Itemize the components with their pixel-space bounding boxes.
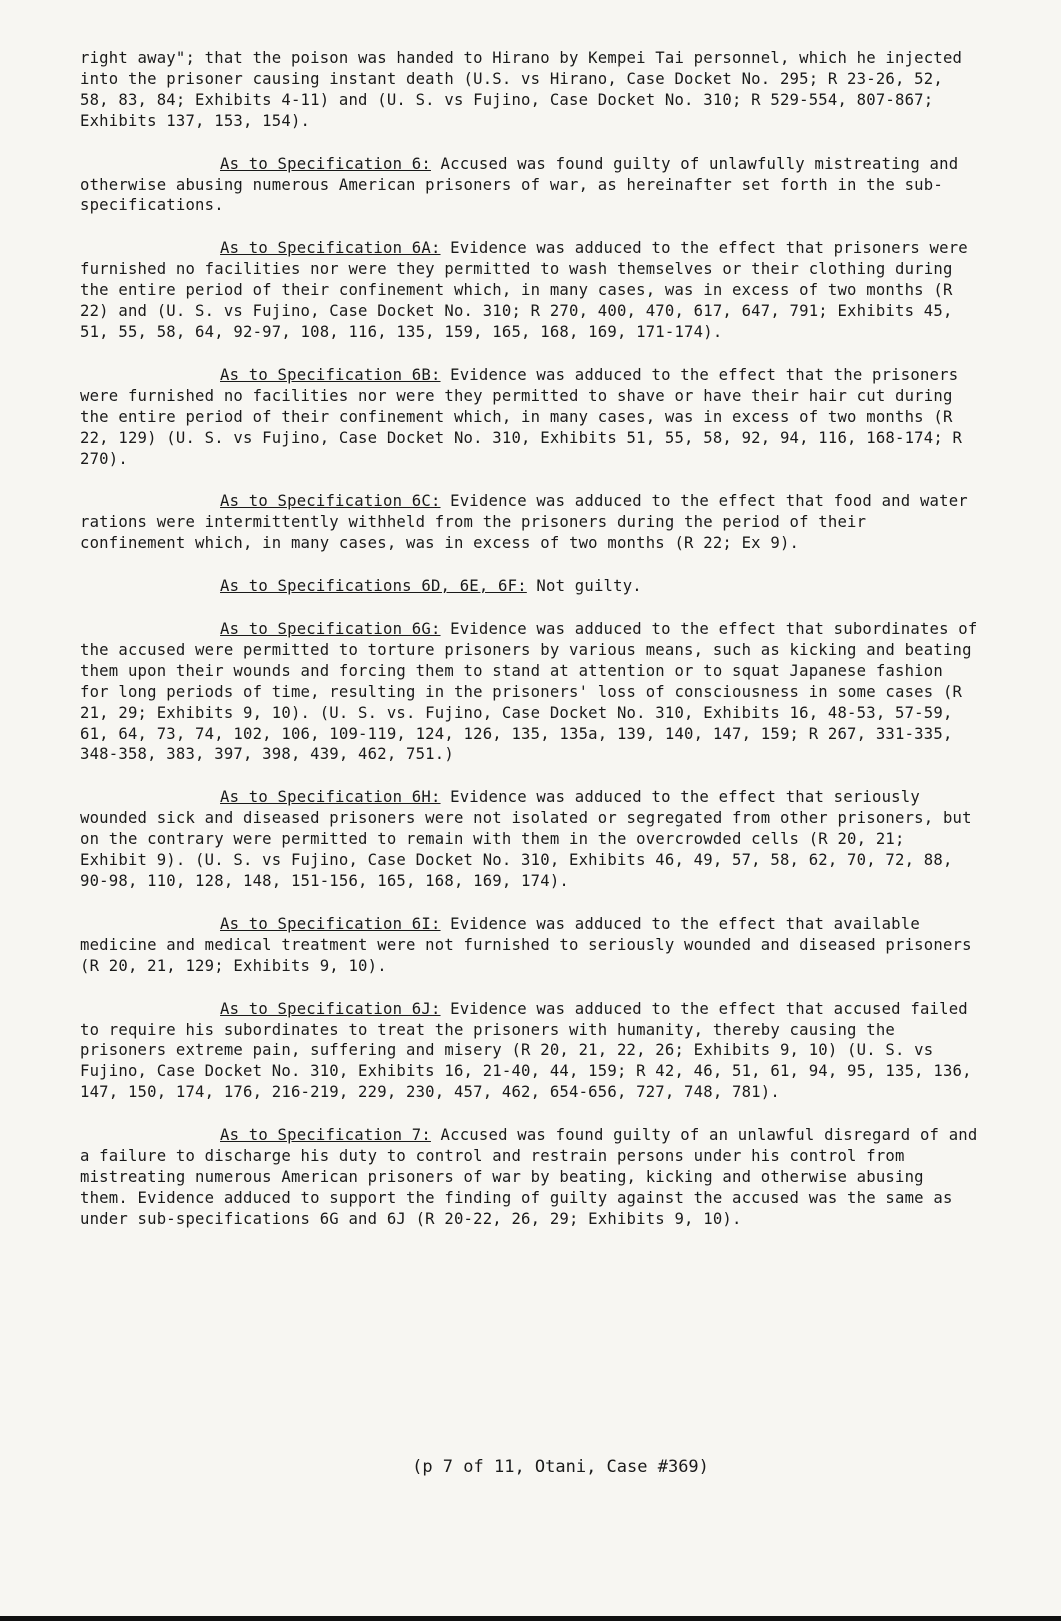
paragraph-spec-6g bbox=[80, 619, 980, 765]
paragraph-spec-6i bbox=[80, 914, 980, 977]
specification-heading: As to Specification 6B: bbox=[220, 365, 441, 384]
specification-heading: As to Specification 6G: bbox=[220, 620, 441, 639]
specification-heading: As to Specification 6: bbox=[220, 154, 431, 173]
paragraph-spec-6b bbox=[80, 365, 980, 470]
paragraph-body: Evidence was adduced to the effect that prisoners were furnished no facilities nor were they permitted to wash themselves or their clothing during the entire period of their confinement which, in many cases, was in excess of two months (R 22) and (U. S. vs Fujino, Case Docket No. 310; R 270, 400, 470, 617, 647, 791; Exhibits 45, 51, 55, 58, 64, 92-97, 108, 116, 135, 159, 165, 168, 169, 171-174). bbox=[80, 239, 968, 341]
specification-heading: As to Specification 7: bbox=[220, 1126, 431, 1145]
paragraph-body: Evidence was adduced to the effect that the prisoners were furnished no facilities nor were they permitted to shave or have their hair cut during the entire period of their confinement which, in many cases, was in excess of two months (R 22, 129) (U. S. vs Fujino, Case Docket No. 310, Exhibits 51, 55, 58, 92, 94, 116, 168-174; R 270). bbox=[80, 365, 963, 468]
paragraph-body: Evidence was adduced to the effect that seriously wounded sick and diseased prisoners were not isolated or segregated from other prisoners, but on the contrary were permitted to remain with them in the overcrowded cells (R 20, 21; Exhibit 9). (U. S. vs Fujino, Case Docket No. 310, Exhibits 46, 49, 57, 58, 62, 70, 72, 88, 90-98, 110, 128, 148, 151-156, 165, 168, 169, 174). bbox=[80, 788, 972, 890]
paragraph-body: Accused was found guilty of an unlawful disregard of and a failure to discharge his duty to control and restrain persons under his control from mistreating numerous American prisoners of war by beating, kicking and otherwise abusing them. Evidence adduced to support the finding of guilty against the accused was the same as under sub-specifications 6G and 6J (R 20-22, 26, 29; Exhibits 9, 10). bbox=[80, 1126, 978, 1228]
paragraph-spec-7 bbox=[80, 1125, 980, 1230]
paragraph-body: right away"; that the poison was handed to Hirano by Kempei Tai personnel, which he injected into the prisoner causing instant death (U.S. vs Hirano, Case Docket No. 295; R 23-26, 52, 58, 83, 84; Exhibits 4-11) and (U. S. vs Fujino, Case Docket No. 310; R 529-554, 807-867; Exhibits 137, 153, 154). bbox=[80, 49, 963, 130]
paragraph-body: Evidence was adduced to the effect that accused failed to require his subordinates to treat the prisoners with humanity, thereby causing the prisoners extreme pain, suffering and misery (R 20, 21, 22, 26; Exhibits 9, 10) (U. S. vs Fujino, Case Docket No. 310, Exhibits 16, 21-40, 44, 159; R 42, 46, 51, 61, 94, 95, 135, 136, 147, 150, 174, 176, 216-219, 229, 230, 457, 462, 654-656, 727, 748, 781). bbox=[80, 999, 972, 1102]
paragraph-body: Accused was found guilty of unlawfully mistreating and otherwise abusing numerous American prisoners of war, as hereinafter set forth in the sub-specifications. bbox=[80, 154, 959, 215]
specification-heading: As to Specification 6H: bbox=[220, 788, 441, 807]
paragraph-body: Evidence was adduced to the effect that subordinates of the accused were permitted to torture prisoners by various means, such as kicking and beating them upon their wounds and forcing them to stand at attention or to squat Japanese fashion for long periods of time, resulting in the prisoners' loss of consciousness in some cases (R 21, 29; Exhibits 9, 10). (U. S. vs. Fujino, Case Docket No. 310, Exhibits 16, 48-53, 57-59, 61, 64, 73, 74, 102, 106, 109-119, 124, 126, 135, 135a, 139, 140, 147, 159; R 267, 331-335, 348-358, 383, 397, 398, 439, 462, 751.) bbox=[80, 620, 978, 764]
specification-heading: As to Specification 6A: bbox=[220, 239, 441, 258]
paragraph-spec-6h bbox=[80, 787, 980, 892]
paragraph-spec-6 bbox=[80, 154, 980, 217]
paragraph-spec-6j bbox=[80, 999, 980, 1104]
specification-heading: As to Specification 6C: bbox=[220, 492, 441, 511]
paragraph-spec-6a bbox=[80, 238, 980, 343]
paragraph-spec-6c bbox=[80, 491, 980, 554]
paragraph-body: Not guilty. bbox=[536, 577, 642, 596]
specification-heading: As to Specifications 6D, 6E, 6F: bbox=[220, 577, 527, 596]
paragraph-body: Evidence was adduced to the effect that food and water rations were intermittently withheld from the prisoners during the period of their confinement which, in many cases, was in excess of two months (R 22; Ex 9). bbox=[80, 492, 968, 553]
specification-heading: As to Specification 6J: bbox=[220, 999, 441, 1018]
paragraph-body: Evidence was adduced to the effect that available medicine and medical treatment were not furnished to seriously wounded and diseased prisoners (R 20, 21, 129; Exhibits 9, 10). bbox=[80, 914, 972, 975]
page-footer bbox=[0, 1457, 1061, 1477]
document-body bbox=[80, 48, 980, 1252]
paragraph-spec-6def bbox=[80, 576, 980, 597]
page-number-label: (p 7 of 11, Otani, Case #369) bbox=[412, 1457, 709, 1477]
scan-edge bbox=[0, 1616, 1061, 1621]
specification-heading: As to Specification 6I: bbox=[220, 914, 441, 933]
paragraph-intro bbox=[80, 48, 980, 132]
